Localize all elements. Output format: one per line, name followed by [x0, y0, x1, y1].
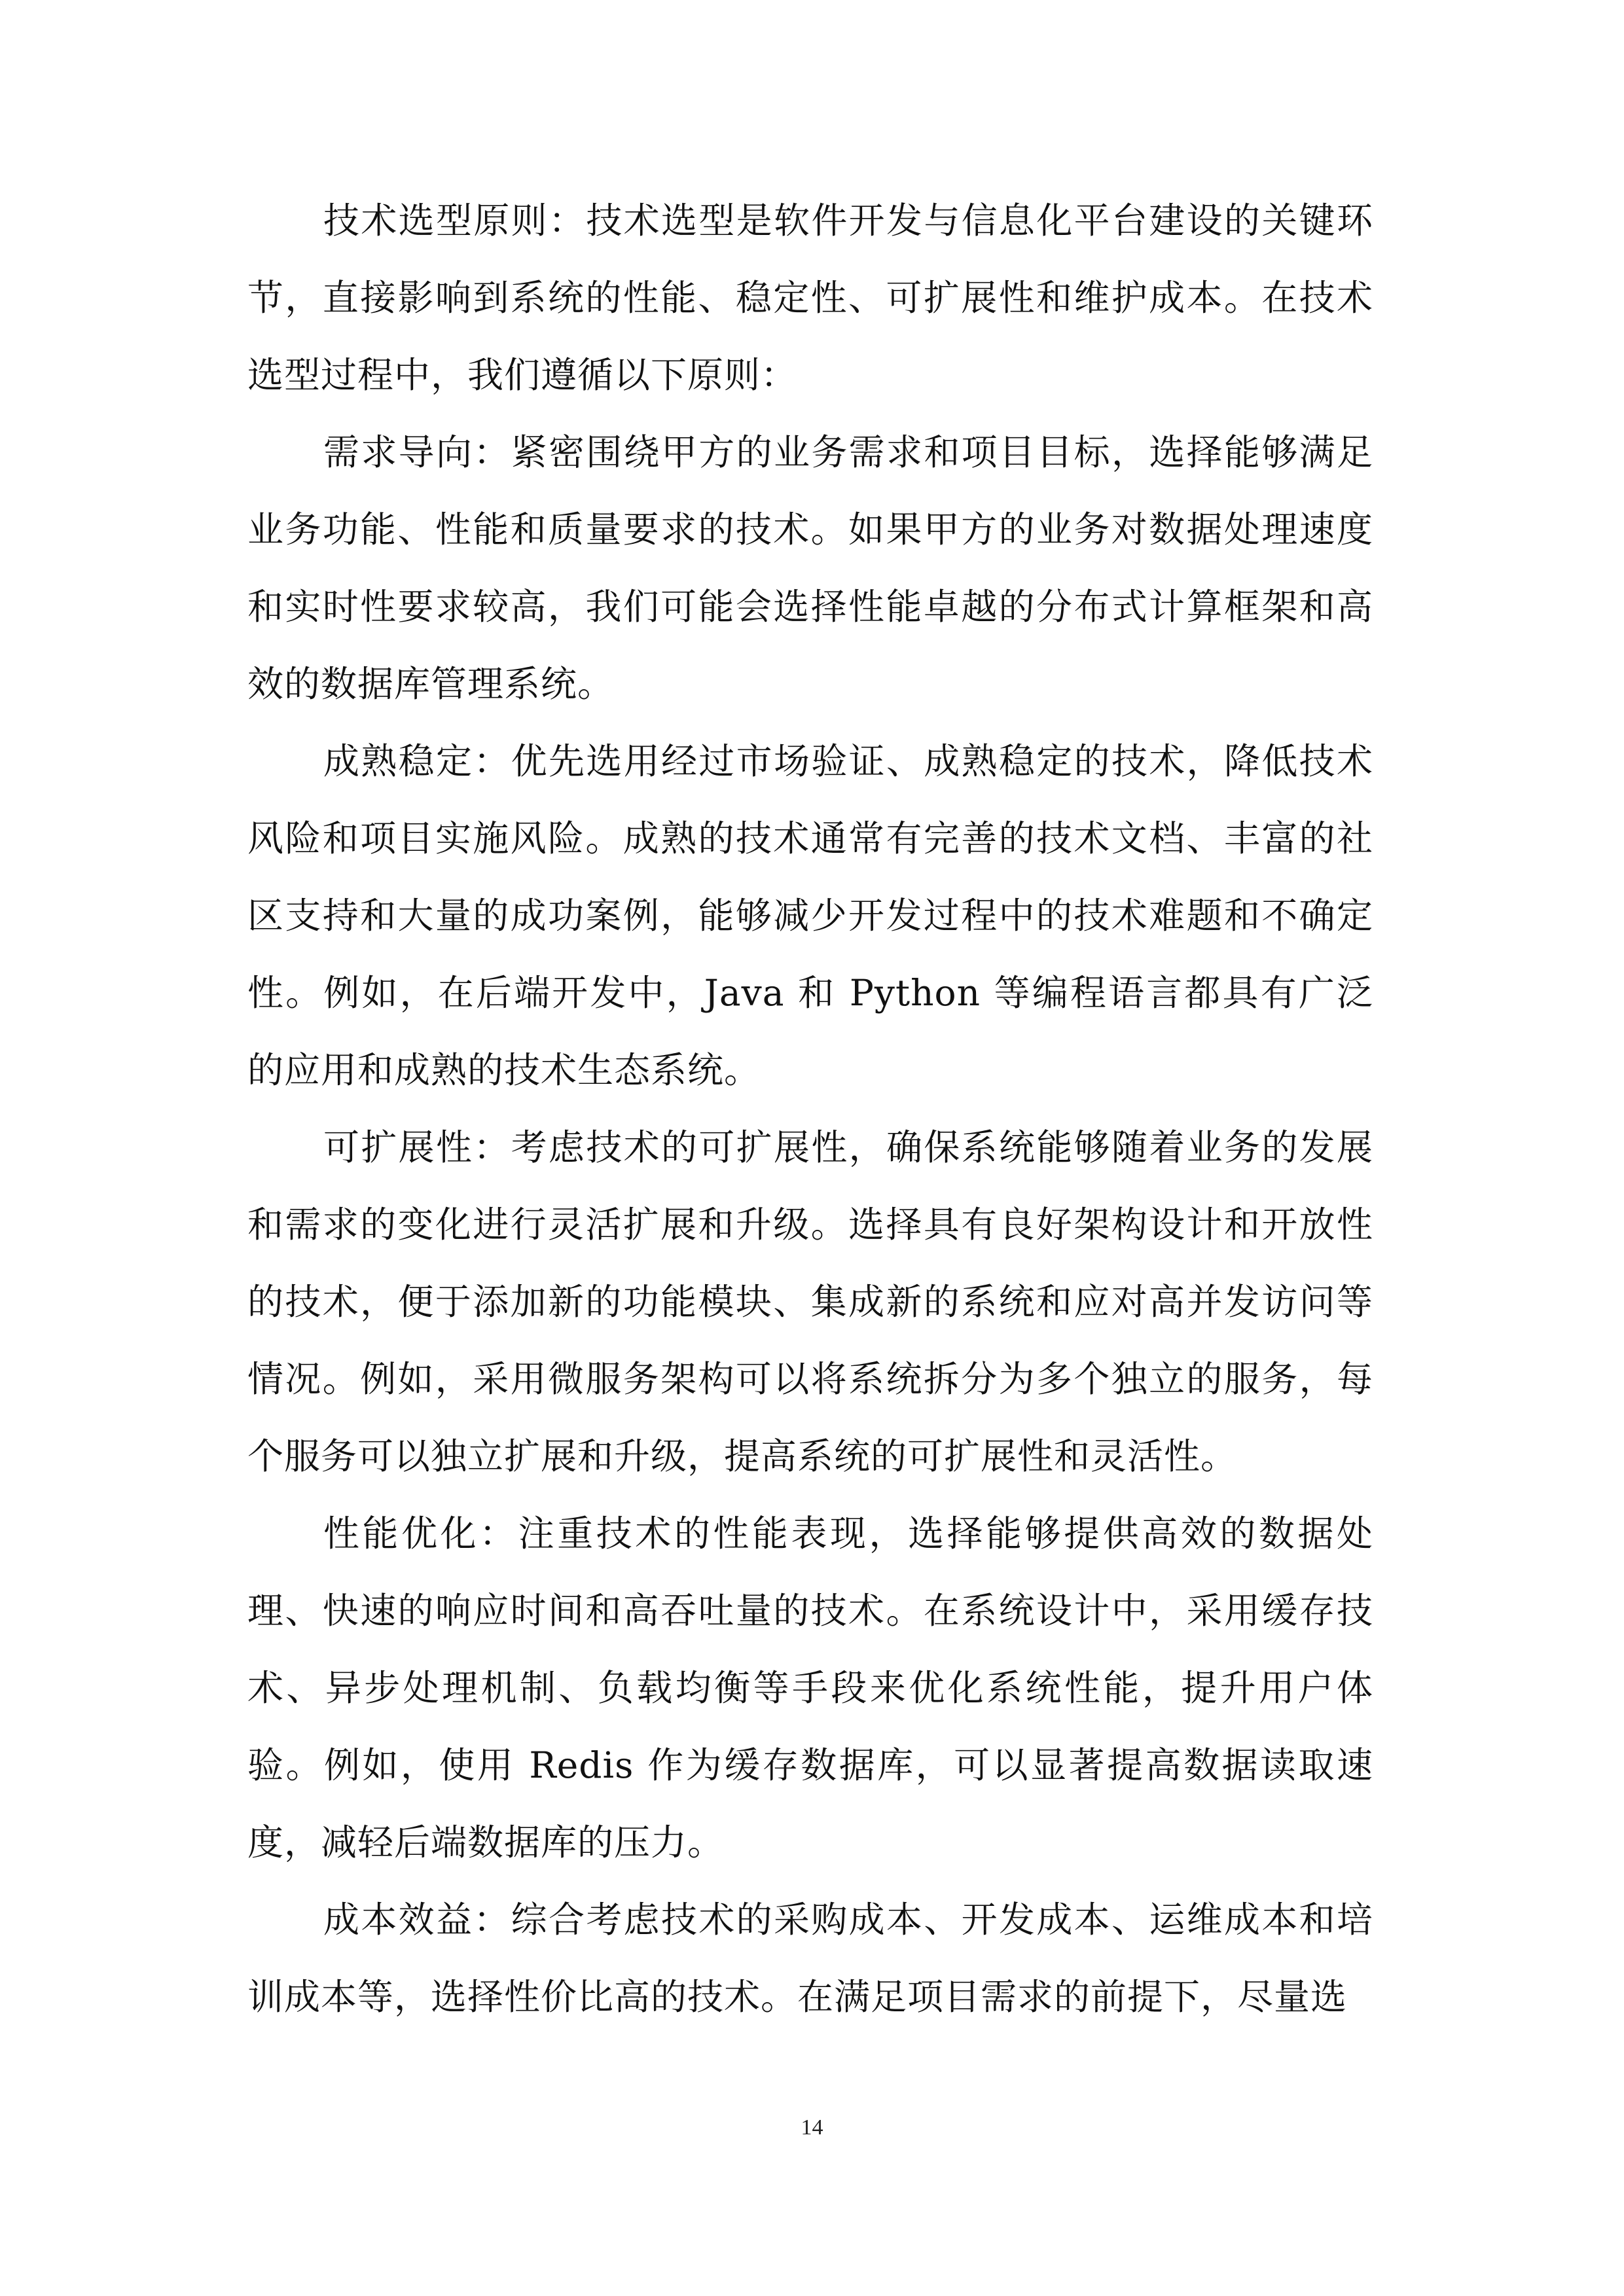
paragraph-cost-benefit: 成本效益：综合考虑技术的采购成本、开发成本、运维成本和培训成本等，选择性价比高的技术。在满足项目需求的前提下，尽量选: [247, 1899, 1373, 2018]
paragraph-requirement-oriented: 需求导向：紧密围绕甲方的业务需求和项目目标，选择能够满足业务功能、性能和质量要求的技术。如果甲方的业务对数据处理速度和实时性要求较高，我们可能会选择性能卓越的分布式计算框架和高效的数据库管理系统。: [247, 431, 1373, 705]
paragraph-mature-stable: 成熟稳定：优先选用经过市场验证、成熟稳定的技术，降低技术风险和项目实施风险。成熟的技术通常有完善的技术文档、丰富的社区支持和大量的成功案例，能够减少开发过程中的技术难题和不确定性。例如，在后端开发中，Java 和 Python 等编程语言都具有广泛的应用和成熟的技术生态系统。: [247, 740, 1373, 1091]
page-number: 14: [801, 2115, 823, 2140]
body-text: [247, 182, 1373, 2036]
paragraph-scalability: 可扩展性：考虑技术的可扩展性，确保系统能够随着业务的发展和需求的变化进行灵活扩展和升级。选择具有良好架构设计和开放性的技术，便于添加新的功能模块、集成新的系统和应对高并发访问等情况。例如，采用微服务架构可以将系统拆分为多个独立的服务，每个服务可以独立扩展和升级，提高系统的可扩展性和灵活性。: [247, 1126, 1373, 1477]
paragraph-selection-principles: 技术选型原则：技术选型是软件开发与信息化平台建设的关键环节，直接影响到系统的性能、稳定性、可扩展性和维护成本。在技术选型过程中，我们遵循以下原则：: [247, 200, 1373, 396]
paragraph-performance: 性能优化：注重技术的性能表现，选择能够提供高效的数据处理、快速的响应时间和高吞吐量的技术。在系统设计中，采用缓存技术、异步处理机制、负载均衡等手段来优化系统性能，提升用户体验。例如，使用 Redis 作为缓存数据库，可以显著提高数据读取速度，减轻后端数据库的压力。: [247, 1513, 1373, 1863]
